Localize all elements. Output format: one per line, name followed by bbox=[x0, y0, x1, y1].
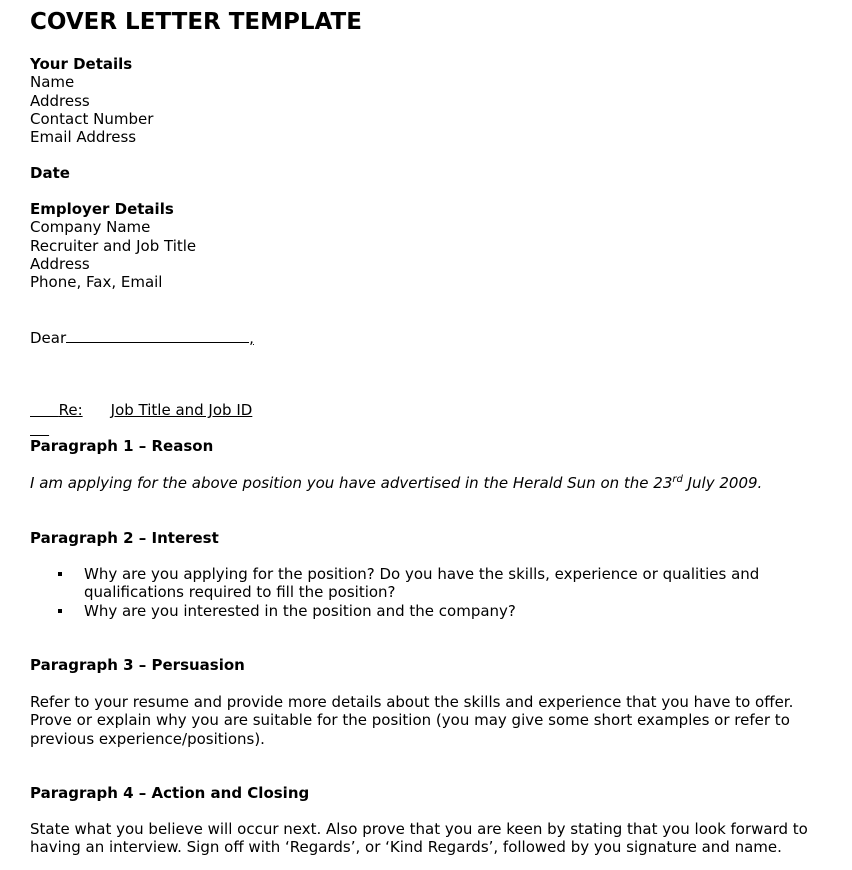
salutation-line bbox=[30, 328, 254, 347]
your-details-line-address: Address bbox=[30, 91, 90, 110]
employer-details-heading: Employer Details bbox=[30, 200, 174, 218]
your-details-line-email: Email Address bbox=[30, 128, 137, 147]
paragraph-4-heading bbox=[30, 784, 309, 802]
paragraph-2-heading bbox=[30, 529, 219, 547]
bullet-square-icon bbox=[58, 572, 62, 576]
paragraph-1-superscript: rd bbox=[672, 474, 683, 485]
bullet-item-text: Why are you applying for the position? Do you have the skills, experience or qualities and qualifications required to fill the position? bbox=[84, 565, 760, 602]
employer-line-address: Address bbox=[30, 254, 90, 273]
salutation-prefix: Dear bbox=[30, 329, 67, 347]
paragraph-3-body: Refer to your resume and provide more details about the skills and experience that you have to offer. Prove or explain why you are suitable for the position (you may give some short examples or refer to previous experience/positions). bbox=[30, 693, 794, 748]
paragraph-2-bullets bbox=[30, 565, 784, 620]
your-details-line-contact: Contact Number bbox=[30, 109, 154, 128]
bullet-list bbox=[30, 565, 784, 620]
bullet-item-text: Why are you interested in the position and the company? bbox=[84, 601, 516, 620]
paragraph-3-heading bbox=[30, 656, 245, 674]
reference-text: Job Title and Job ID bbox=[110, 401, 253, 420]
paragraph-1-text-before: I am applying for the above position you have advertised in the Herald Sun on the 23 bbox=[30, 474, 673, 492]
paragraph-1-heading-text: Paragraph 1 – Reason bbox=[30, 437, 214, 455]
paragraph-4-heading-text: Paragraph 4 – Action and Closing bbox=[30, 784, 310, 802]
salutation-blank bbox=[66, 328, 249, 343]
reference-line bbox=[30, 383, 252, 438]
paragraph-2-heading-text: Paragraph 2 – Interest bbox=[30, 529, 219, 547]
bullet-square-icon bbox=[58, 609, 62, 613]
bullet-item bbox=[30, 565, 784, 602]
document-title: COVER LETTER TEMPLATE bbox=[30, 9, 362, 35]
your-details-heading: Your Details bbox=[30, 55, 133, 73]
bullet-item bbox=[30, 602, 784, 620]
paragraph-1-text-after: July 2009. bbox=[682, 474, 763, 492]
paragraph-4-body: State what you believe will occur next. Also prove that you are keen by stating that you look forward to having an interview. Sign off with ‘Regards’, or ‘Kind Regards’, followed by you signature and name. bbox=[30, 820, 808, 857]
reference-label: Re: bbox=[58, 401, 83, 420]
employer-line-contact: Phone, Fax, Email bbox=[30, 273, 163, 292]
employer-line-company: Company Name bbox=[30, 218, 151, 237]
employer-line-recruiter: Recruiter and Job Title bbox=[30, 236, 197, 255]
employer-details-section bbox=[30, 200, 196, 291]
date-heading: Date bbox=[30, 164, 70, 182]
paragraph-1-body bbox=[30, 474, 762, 492]
salutation-comma: , bbox=[249, 329, 254, 347]
paragraph-3-heading-text: Paragraph 3 – Persuasion bbox=[30, 656, 245, 674]
your-details-section bbox=[30, 55, 153, 146]
your-details-line-name: Name bbox=[30, 73, 75, 92]
paragraph-1-heading bbox=[30, 437, 213, 455]
date-section bbox=[30, 164, 70, 182]
